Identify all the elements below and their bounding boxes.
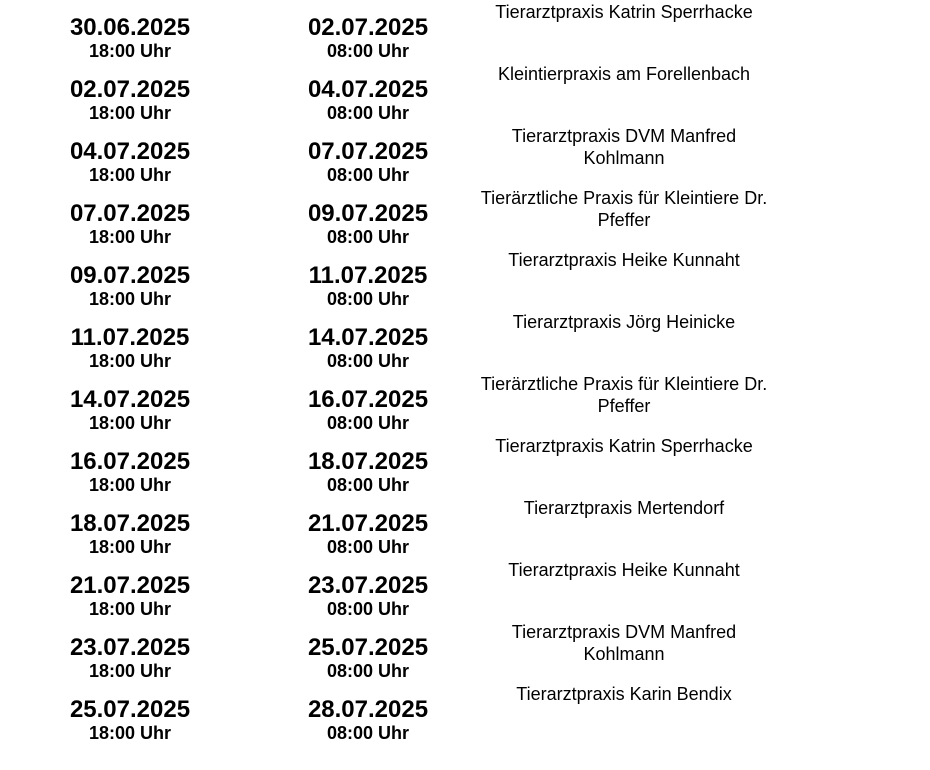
end-time: 08:00 Uhr xyxy=(326,723,410,743)
end-time: 08:00 Uhr xyxy=(326,413,410,433)
end-time: 08:00 Uhr xyxy=(326,41,410,61)
end-cell xyxy=(268,248,468,308)
start-time: 18:00 Uhr xyxy=(88,475,172,495)
start-cell xyxy=(30,186,230,246)
practice-name: Tierarztpraxis DVM Manfred Kohlmann xyxy=(511,126,737,168)
end-cell xyxy=(268,186,468,246)
end-time: 08:00 Uhr xyxy=(326,475,410,495)
schedule-row xyxy=(0,0,930,62)
end-date: 02.07.2025 xyxy=(307,14,429,41)
start-date: 14.07.2025 xyxy=(69,386,191,413)
end-date: 04.07.2025 xyxy=(307,76,429,103)
schedule-row xyxy=(0,62,930,124)
start-time: 18:00 Uhr xyxy=(88,165,172,185)
end-time: 08:00 Uhr xyxy=(326,599,410,619)
end-date: 28.07.2025 xyxy=(307,696,429,723)
schedule-row xyxy=(0,372,930,434)
end-cell xyxy=(268,124,468,184)
end-date: 11.07.2025 xyxy=(308,262,428,289)
start-time: 18:00 Uhr xyxy=(88,289,172,309)
end-date: 23.07.2025 xyxy=(307,572,429,599)
start-date: 02.07.2025 xyxy=(69,76,191,103)
practice-name: Tierarztpraxis Karin Bendix xyxy=(516,684,732,704)
start-time: 18:00 Uhr xyxy=(88,103,172,123)
end-cell xyxy=(268,620,468,680)
start-time: 18:00 Uhr xyxy=(88,351,172,371)
end-time: 08:00 Uhr xyxy=(326,661,410,681)
schedule-row xyxy=(0,558,930,620)
start-cell xyxy=(30,620,230,680)
start-date: 07.07.2025 xyxy=(69,200,191,227)
start-date: 11.07.2025 xyxy=(70,324,190,351)
end-date: 09.07.2025 xyxy=(307,200,429,227)
start-time: 18:00 Uhr xyxy=(88,661,172,681)
start-time: 18:00 Uhr xyxy=(88,723,172,743)
practice-name: Tierärztliche Praxis für Kleintiere Dr. Pfeffer xyxy=(480,188,768,230)
start-cell xyxy=(30,124,230,184)
start-time: 18:00 Uhr xyxy=(88,227,172,247)
start-cell xyxy=(30,682,230,742)
end-date: 18.07.2025 xyxy=(307,448,429,475)
practice-name: Tierarztpraxis DVM Manfred Kohlmann xyxy=(511,622,737,664)
end-date: 14.07.2025 xyxy=(307,324,429,351)
start-cell xyxy=(30,434,230,494)
start-time: 18:00 Uhr xyxy=(88,599,172,619)
schedule-row xyxy=(0,124,930,186)
schedule-row xyxy=(0,620,930,682)
end-cell xyxy=(268,434,468,494)
start-cell xyxy=(30,310,230,370)
practice-name: Tierarztpraxis Mertendorf xyxy=(523,498,725,518)
schedule-row xyxy=(0,434,930,496)
practice-name: Tierärztliche Praxis für Kleintiere Dr. Pfeffer xyxy=(480,374,768,416)
end-cell xyxy=(268,558,468,618)
practice-name: Tierarztpraxis Heike Kunnaht xyxy=(508,560,740,580)
end-time: 08:00 Uhr xyxy=(326,351,410,371)
start-cell xyxy=(30,62,230,122)
schedule-row xyxy=(0,496,930,558)
start-time: 18:00 Uhr xyxy=(88,413,172,433)
end-date: 07.07.2025 xyxy=(307,138,429,165)
start-date: 04.07.2025 xyxy=(69,138,191,165)
start-cell xyxy=(30,248,230,308)
start-date: 23.07.2025 xyxy=(69,634,191,661)
start-cell xyxy=(30,558,230,618)
end-time: 08:00 Uhr xyxy=(326,103,410,123)
end-cell xyxy=(268,62,468,122)
schedule-row xyxy=(0,186,930,248)
start-cell xyxy=(30,496,230,556)
end-time: 08:00 Uhr xyxy=(326,537,410,557)
start-date: 09.07.2025 xyxy=(69,262,191,289)
end-date: 21.07.2025 xyxy=(307,510,429,537)
start-cell xyxy=(30,372,230,432)
start-cell xyxy=(30,0,230,60)
start-date: 30.06.2025 xyxy=(69,14,191,41)
end-cell xyxy=(268,682,468,742)
end-time: 08:00 Uhr xyxy=(326,165,410,185)
practice-name: Tierarztpraxis Jörg Heinicke xyxy=(512,312,736,332)
schedule-row xyxy=(0,682,930,744)
practice-name: Tierarztpraxis Katrin Sperrhacke xyxy=(495,436,753,456)
practice-name: Tierarztpraxis Heike Kunnaht xyxy=(508,250,740,270)
end-cell xyxy=(268,496,468,556)
start-date: 18.07.2025 xyxy=(69,510,191,537)
end-date: 25.07.2025 xyxy=(307,634,429,661)
practice-name: Tierarztpraxis Katrin Sperrhacke xyxy=(495,2,753,22)
start-time: 18:00 Uhr xyxy=(88,537,172,557)
start-date: 21.07.2025 xyxy=(69,572,191,599)
end-cell xyxy=(268,0,468,60)
schedule-row xyxy=(0,248,930,310)
start-date: 25.07.2025 xyxy=(69,696,191,723)
end-time: 08:00 Uhr xyxy=(326,227,410,247)
end-cell xyxy=(268,310,468,370)
end-date: 16.07.2025 xyxy=(307,386,429,413)
end-cell xyxy=(268,372,468,432)
start-time: 18:00 Uhr xyxy=(88,41,172,61)
start-date: 16.07.2025 xyxy=(69,448,191,475)
end-time: 08:00 Uhr xyxy=(326,289,410,309)
schedule-row xyxy=(0,310,930,372)
practice-name: Kleintierpraxis am Forellenbach xyxy=(497,64,751,84)
